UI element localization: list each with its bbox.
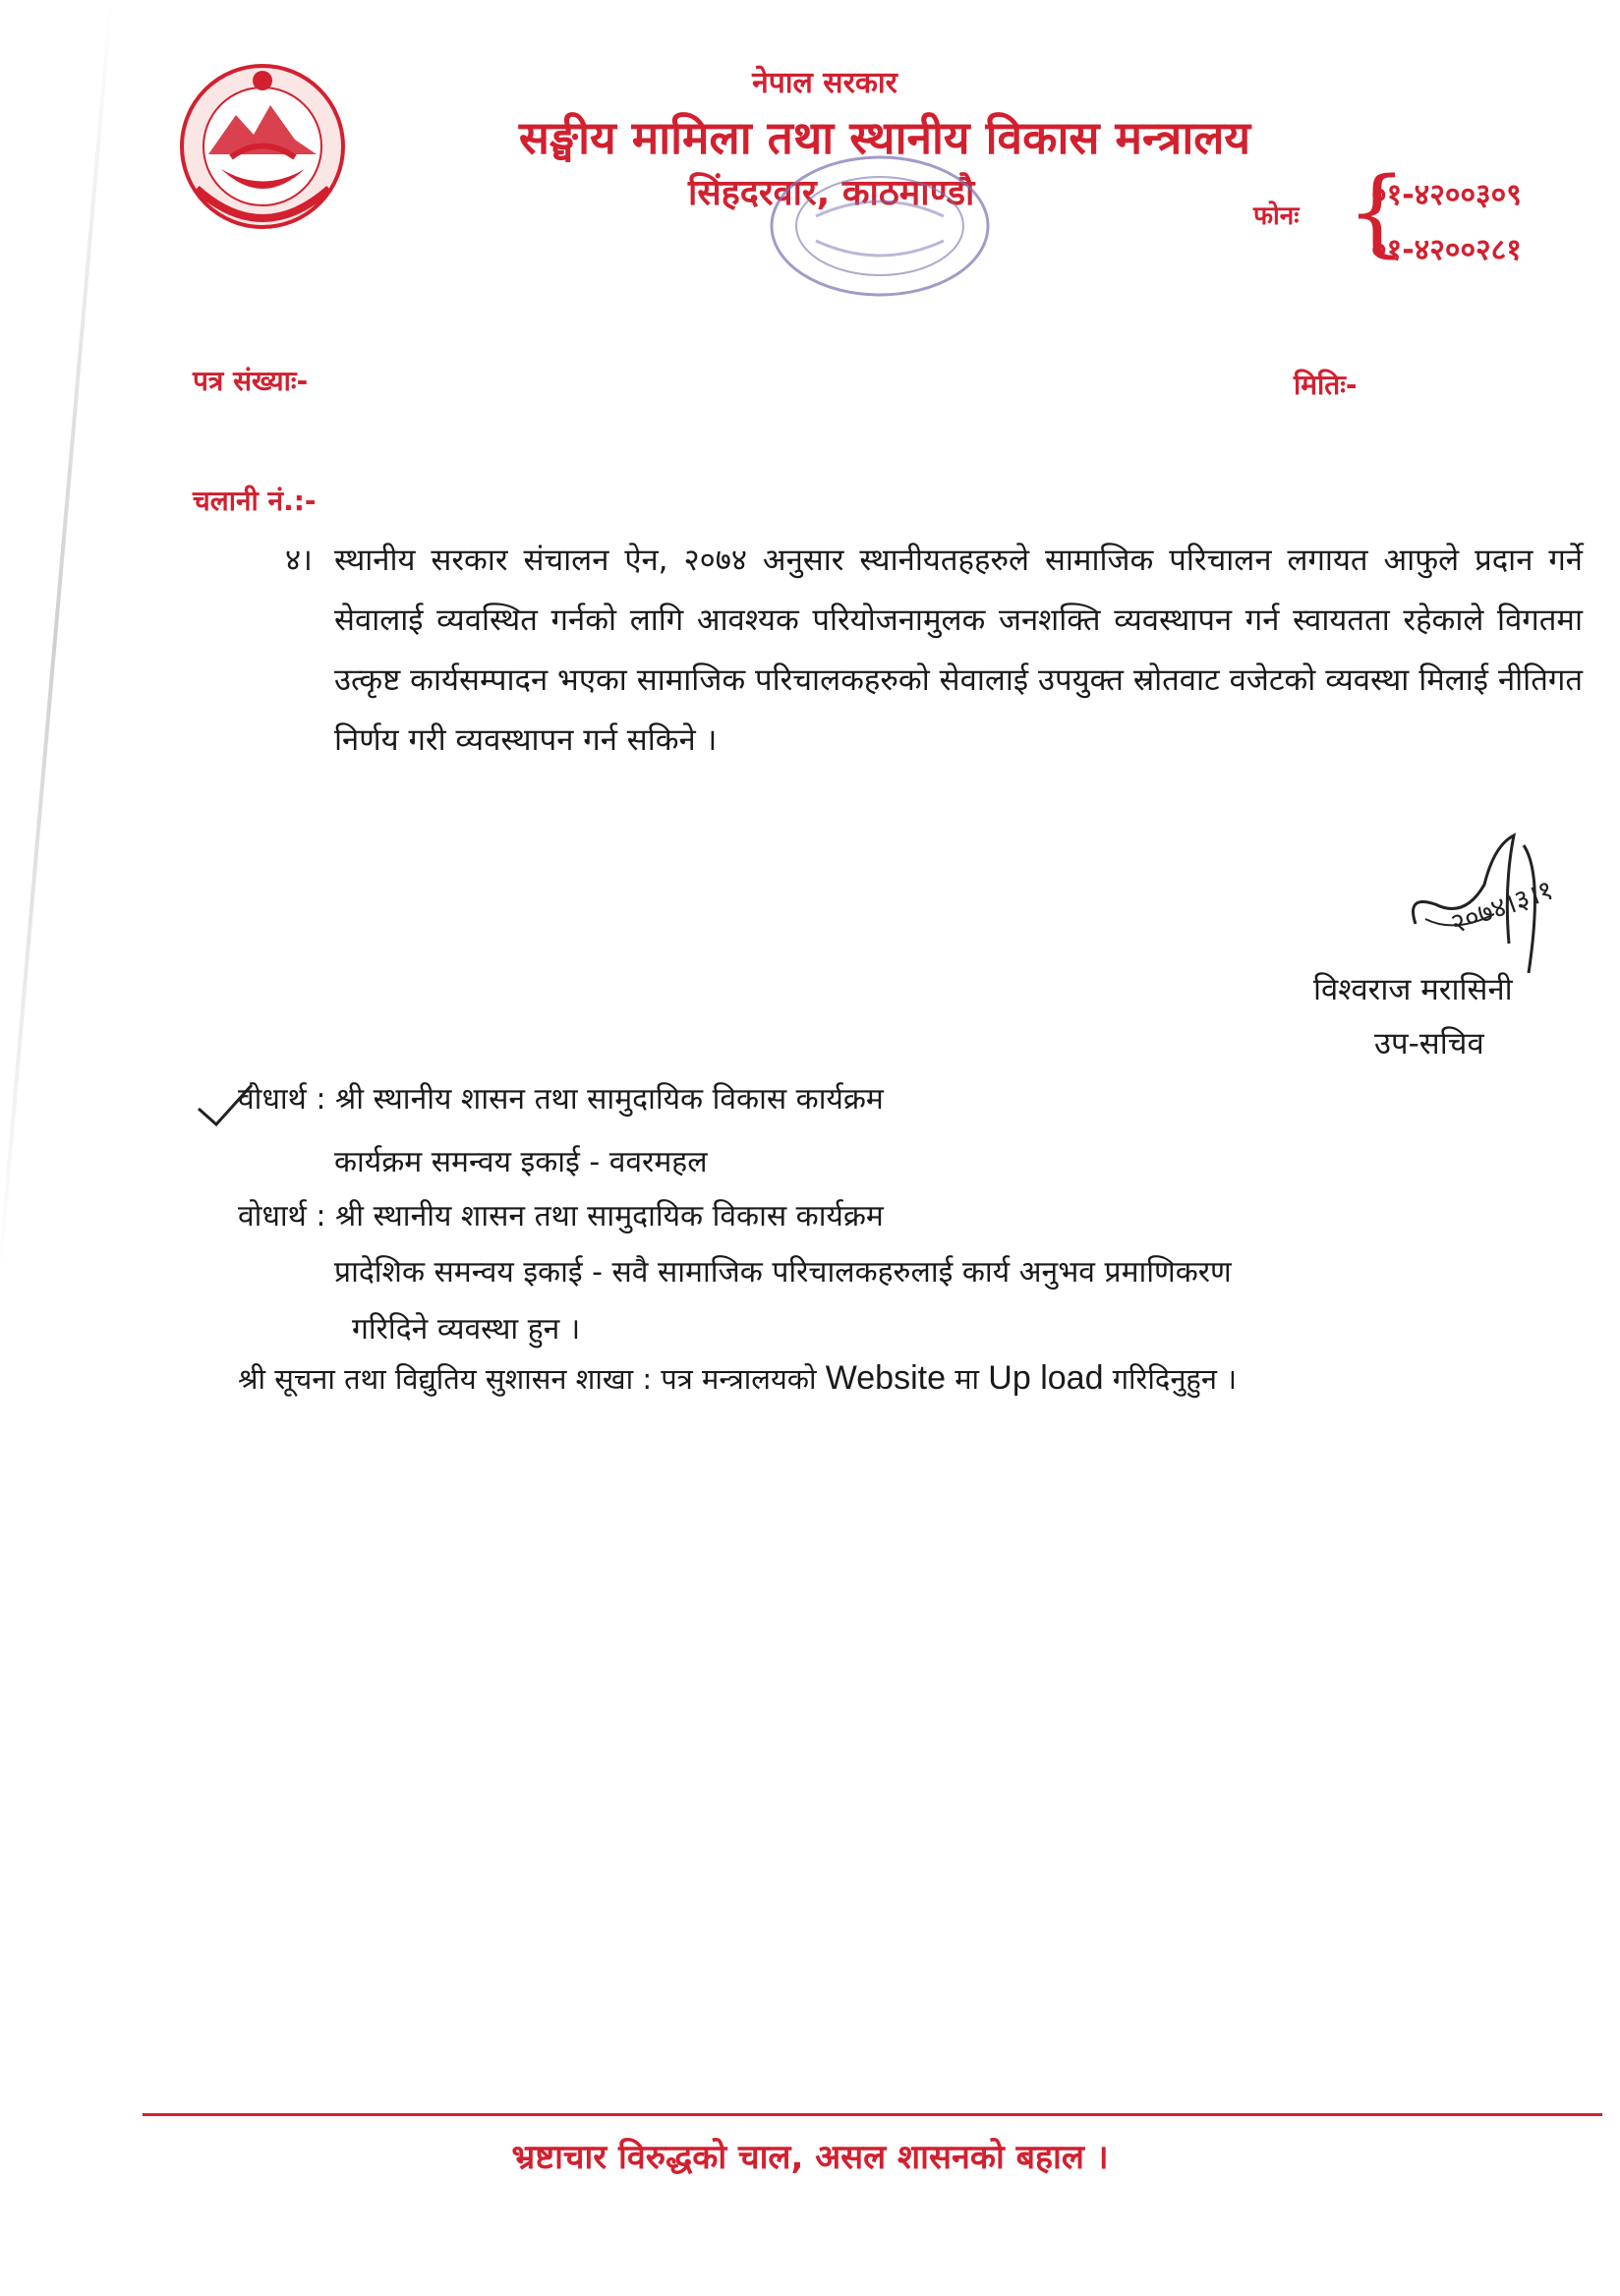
point-number: ४।: [285, 543, 313, 578]
website-word: Website: [825, 1359, 946, 1397]
ministry-location: सिंहदरवार, काठमाण्डौ: [688, 173, 975, 213]
phone-number-2: ०१-४२००२८१: [1371, 233, 1522, 267]
upload-word: Up load: [988, 1359, 1104, 1397]
footer-slogan: भ्रष्टाचार विरुद्धको चाल, असल शासनको बहाल ।: [511, 2138, 1109, 2177]
scan-edge-shadow: [0, 0, 113, 1278]
ministry-heading: सङ्घीय मामिला तथा स्थानीय विकास मन्त्रालय: [518, 111, 1251, 164]
phone-number-1: ०१-४२००३०९: [1371, 178, 1522, 212]
signatory-name: विश्वराज मरासिनी: [1313, 972, 1513, 1007]
reference-number-label: पत्र संख्याः-: [193, 365, 309, 397]
distribution-line-5: गरिदिने व्यवस्था हुन ।: [352, 1312, 581, 1347]
ministry-stamp-icon: [757, 147, 993, 305]
footer-divider: [143, 2113, 1602, 2116]
distribution-line-3: वोधार्थ : श्री स्थानीय शासन तथा सामुदायिक विकास कार्यक्रम: [238, 1199, 884, 1234]
body-point: [285, 531, 1583, 771]
dispatch-number-label: चलानी नं.:-: [193, 485, 317, 517]
distribution-line-2: कार्यक्रम समन्वय इकाई - ववरमहल: [334, 1145, 708, 1179]
distribution-line-6-part-a: श्री सूचना तथा विद्युतिय सुशासन शाखा : पत्र मन्त्रालयको: [238, 1362, 826, 1396]
point-text: स्थानीय सरकार संचालन ऐन, २०७४ अनुसार स्थानीयतहहरुले सामाजिक परिचालन लगायत आफुले प्रदान गर्ने सेवालाई व्यवस्थित गर्नको लागि आवश्यक परियोजनामुलक जनशक्ति व्यवस्थापन गर्न स्वायतता रहेकाले विगतमा उत्कृष्ट कार्यसम्पादन भएका सामाजिक परिचालकहरुको सेवालाई उपयुक्त स्रोतवाट वजेटको व्यवस्था मिलाई नीतिगत निर्णय गरी व्यवस्थापन गर्न सकिने ।: [334, 543, 1583, 758]
distribution-line-6: [238, 1359, 1237, 1398]
distribution-line-1: वोधार्थ : श्री स्थानीय शासन तथा सामुदायिक विकास कार्यक्रम: [238, 1082, 884, 1117]
signatory-title: उप-सचिव: [1374, 1026, 1484, 1062]
government-heading: नेपाल सरकार: [752, 66, 897, 100]
phone-brace: {: [1347, 157, 1408, 267]
svg-text:२०७४।३।१: २०७४।३।१: [1446, 873, 1558, 941]
handwritten-signature: [1396, 826, 1612, 983]
distribution-line-6-part-e: गरिदिनुहुन ।: [1103, 1362, 1238, 1396]
phone-label: फोनः: [1253, 201, 1300, 231]
distribution-line-6-part-c: मा: [946, 1362, 989, 1396]
date-label: मितिः-: [1294, 369, 1358, 401]
distribution-line-4: प्रादेशिक समन्वय इकाई - सवै सामाजिक परिचालकहरुलाई कार्य अनुभव प्रमाणिकरण: [334, 1255, 1232, 1290]
